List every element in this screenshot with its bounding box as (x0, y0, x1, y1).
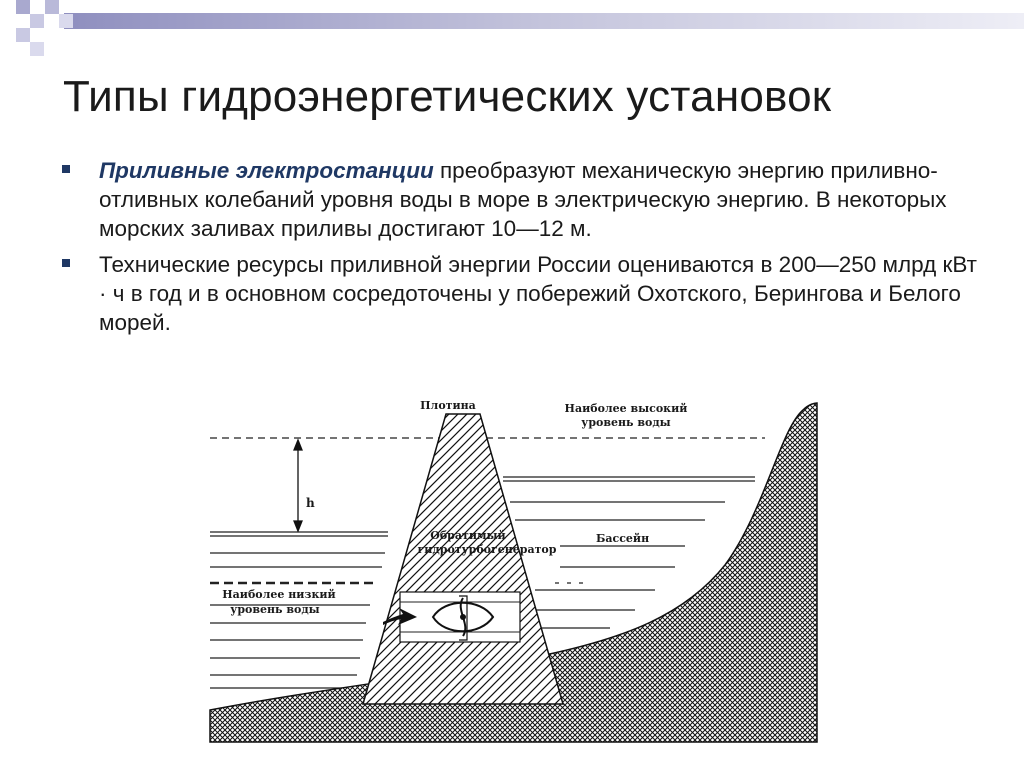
turbine-icon (400, 592, 520, 642)
height-dimension (294, 440, 302, 531)
basin-label: Бассейн (596, 532, 650, 545)
h-label: h (306, 496, 315, 510)
bullet-item-2 (62, 250, 982, 337)
bullet-1-text: преобразуют механическую энергию приливно-отливных колебаний уровня воды в море в электрическую энергию. В некоторых морских заливах приливы достигают 10—12 м. (99, 158, 947, 241)
bullet-square-icon (62, 259, 70, 267)
low-level-label-2: уровень воды (230, 603, 320, 616)
bullet-list (62, 156, 982, 344)
header-decoration (0, 0, 1024, 60)
high-level-label-2: уровень воды (581, 416, 671, 429)
turbine-label-1: Обратимый (430, 529, 506, 542)
bullet-1-emphasis: Приливные электростанции (99, 158, 434, 183)
bullet-2-text: Технические ресурсы приливной энергии России оцениваются в 200—250 млрд кВт · ч в год и в основном сосредоточены у побережий Охотского, Берингова и Белого морей. (99, 252, 977, 335)
tidal-plant-diagram (205, 370, 825, 755)
bullet-item-1 (62, 156, 982, 243)
dam (363, 414, 563, 704)
high-level-label-1: Наиболее высокий (564, 402, 688, 415)
low-level-label-1: Наиболее низкий (222, 588, 336, 601)
turbine-label-2: гидротурбогенератор (417, 543, 557, 556)
bullet-square-icon (62, 165, 70, 173)
dam-label: Плотина (420, 399, 476, 412)
slide-title: Типы гидроэнергетических установок (63, 72, 832, 121)
